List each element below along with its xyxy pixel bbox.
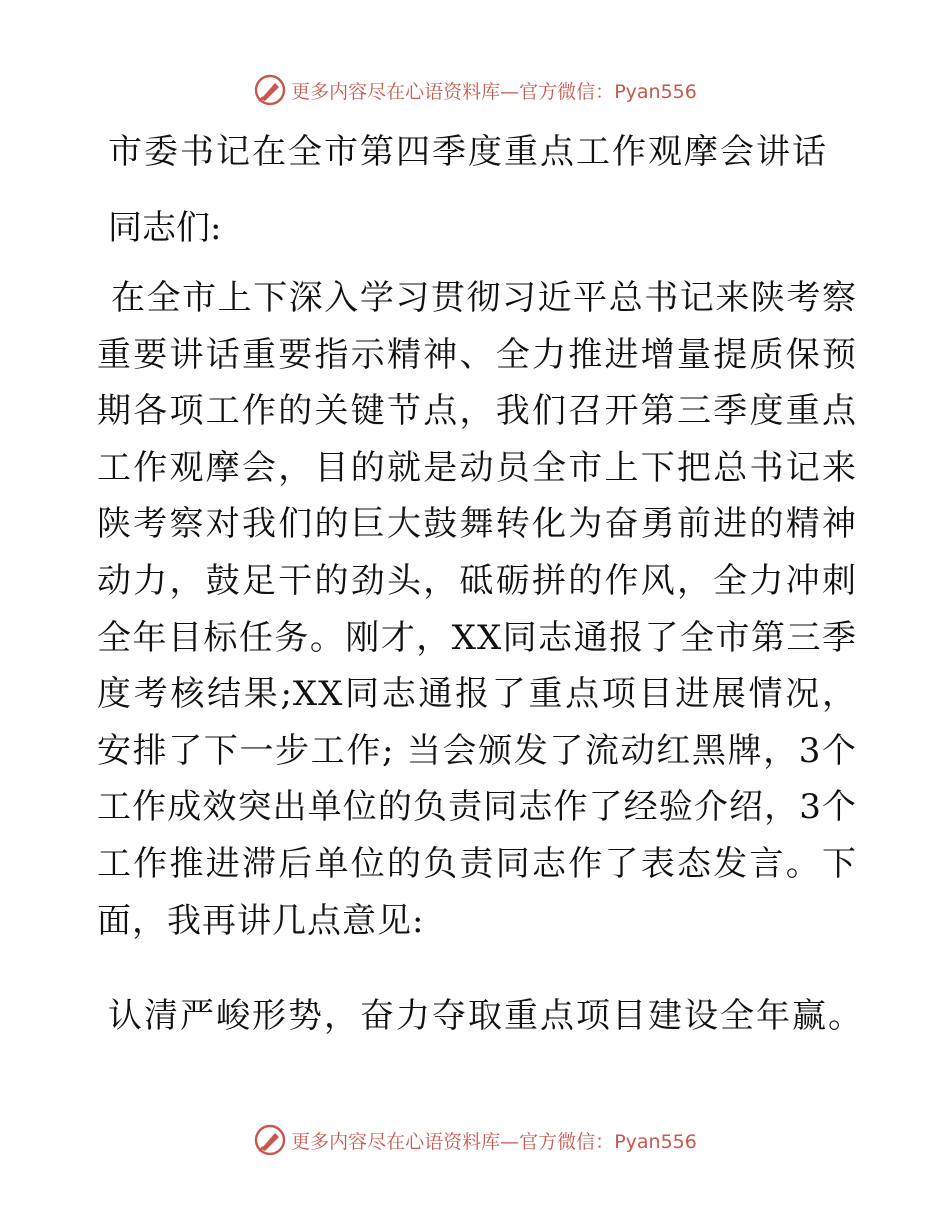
section-heading: 认清严峻形势，奋力夺取重点项目建设全年赢。 (108, 996, 864, 1036)
pen-logo-icon (253, 73, 287, 107)
document-title: 市委书记在全市第四季度重点工作观摩会讲话 (108, 132, 828, 172)
header-wechat-id: Pyan556 (614, 80, 697, 103)
body-paragraph: 在全市上下深入学习贯彻习近平总书记来陕考察重要讲话重要指示精神、全力推进增量提质保预期各项工作的关键节点，我们召开第三季度重点工作观摩会，目的就是动员全市上下把总书记来陕考察对我们的巨大鼓舞转化为奋勇前进的精神动力，鼓足干的劲头，砥砺拼的作风，全力冲刺全年目标任务。刚才，XX同志通报了全市第三季度考核结果;XX同志通报了重点项目进展情况，安排了下一步工作; 当会颁发了流动红黑牌，3个工作成效突出单位的负责同志作了经验介绍，3个工作推进滞后单位的负责同志作了表态发言。下面，我再讲几点意见: (97, 278, 857, 941)
footer-wechat-id: Pyan556 (614, 1130, 697, 1153)
salutation: 同志们: (108, 208, 222, 248)
pen-logo-icon-footer (253, 1123, 287, 1157)
footer-watermark-banner (0, 1120, 950, 1160)
footer-watermark-text: 更多内容尽在心语资料库—官方微信：Pyan556 (291, 1130, 697, 1153)
header-watermark-text: 更多内容尽在心语资料库—官方微信：Pyan556 (291, 80, 697, 103)
header-watermark-banner (0, 70, 950, 110)
